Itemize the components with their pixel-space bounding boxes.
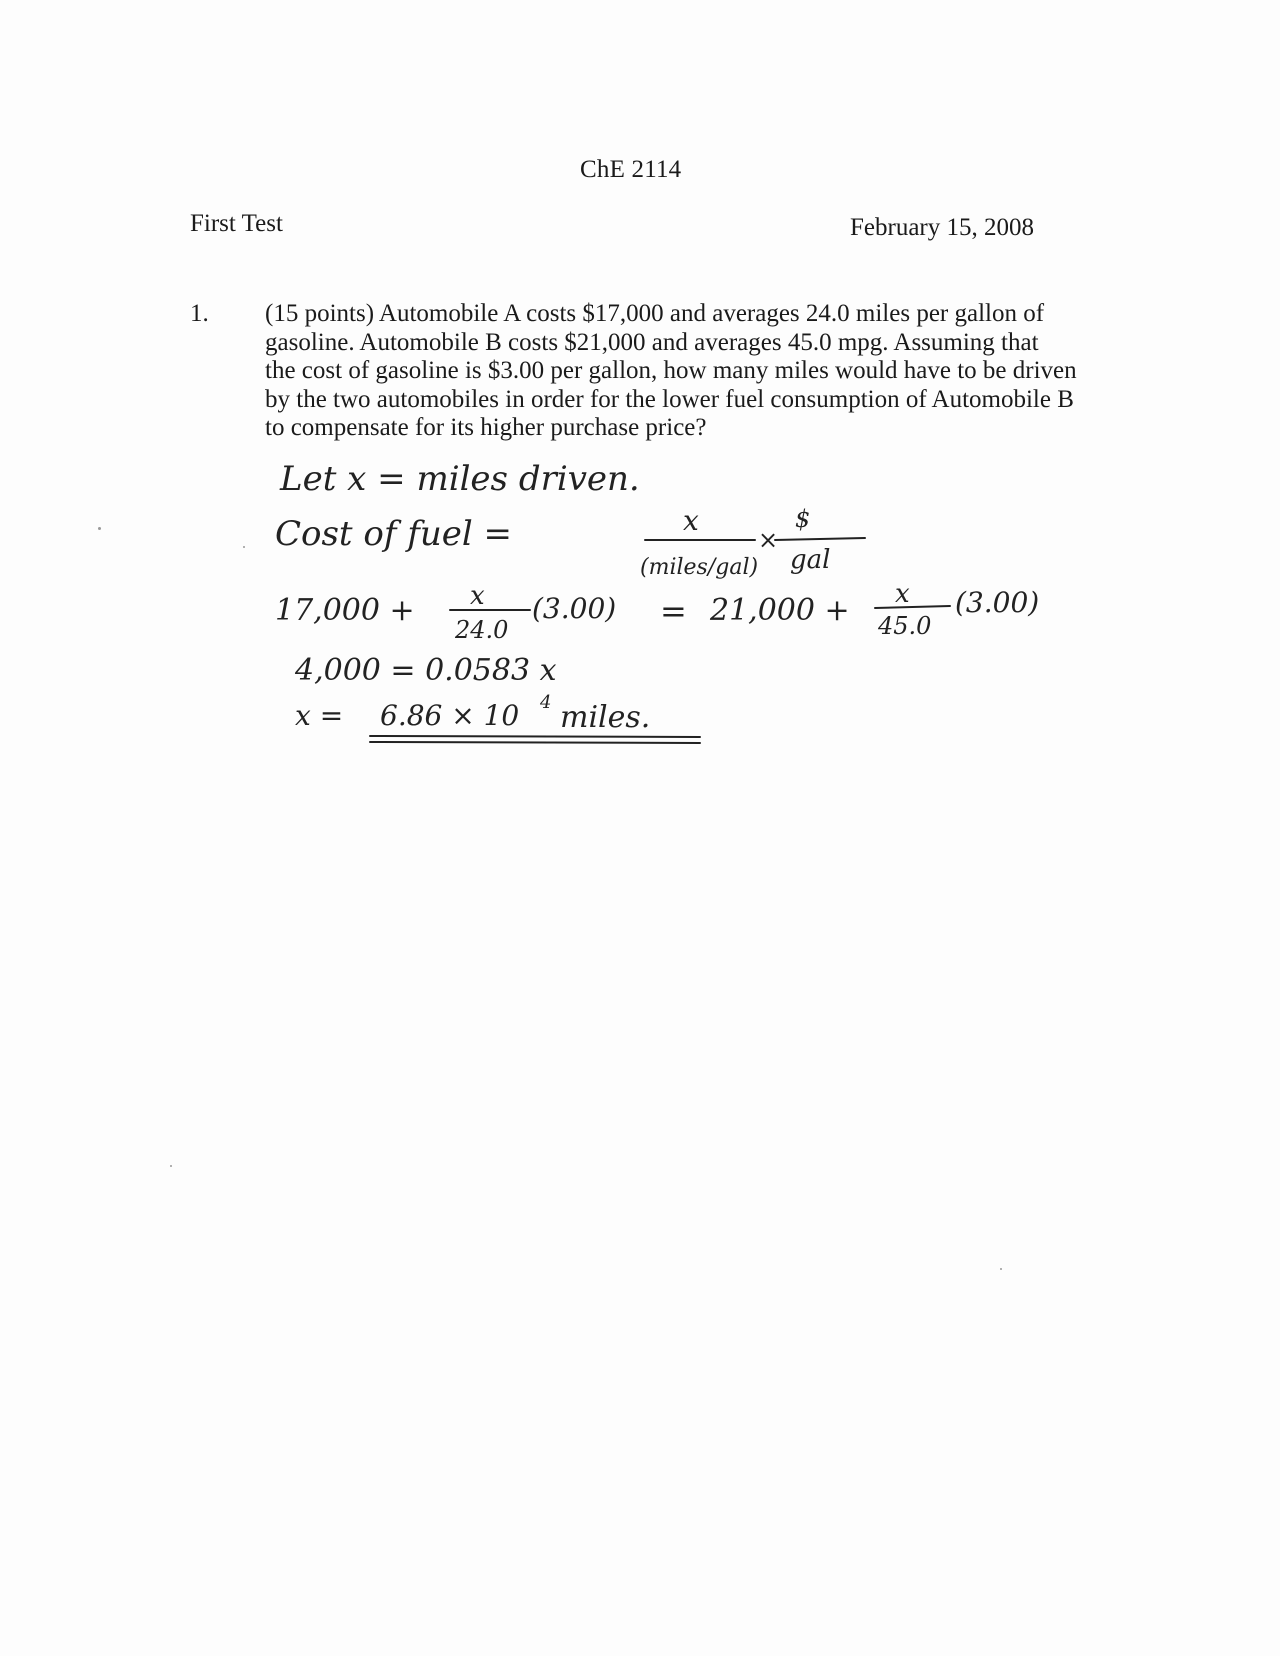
eq-left-denominator: 24.0: [455, 616, 509, 644]
scan-speck: [1000, 1268, 1002, 1270]
handwritten-solution: [0, 0, 1280, 780]
answer-value: 6.86 × 10: [380, 699, 520, 732]
solution-step: 4,000 = 0.0583 x: [295, 653, 557, 688]
eq-right-denominator: 45.0: [878, 612, 932, 640]
eq-right-bar: [875, 606, 950, 608]
solution-definition: Let x = miles driven.: [280, 459, 640, 499]
answer-prefix: x =: [295, 699, 344, 732]
test-title: First Test: [190, 210, 283, 237]
frac2-denominator: gal: [790, 545, 831, 575]
frac1-numerator: x: [683, 504, 699, 537]
problem-line: gasoline. Automobile B costs $21,000 and averages 45.0 mpg. Assuming that: [265, 328, 1039, 356]
answer-exponent: 4: [540, 692, 552, 713]
test-date: February 15, 2008: [850, 214, 1034, 241]
frac2-bar: [775, 538, 865, 540]
frac1-denominator: (miles/gal): [640, 555, 759, 580]
scan-speck: [170, 1165, 172, 1167]
scan-speck: [98, 527, 101, 530]
eq-left-numerator: x: [470, 581, 485, 611]
eq-left-constant: 17,000 +: [275, 593, 415, 628]
answer-unit: miles.: [560, 700, 651, 735]
eq-right-constant: 21,000 +: [710, 593, 850, 628]
course-code: ChE 2114: [580, 156, 682, 183]
problem-line: the cost of gasoline is $3.00 per gallon, how many miles would have to be driven: [265, 357, 1077, 384]
problem-line: to compensate for its higher purchase price?: [265, 414, 707, 441]
problem-number: 1.: [190, 300, 209, 327]
answer-underline-1: [370, 736, 700, 737]
eq-right-numerator: x: [895, 579, 910, 609]
answer-underline-2: [370, 742, 700, 743]
eq-left-price: (3.00): [532, 592, 617, 625]
scan-speck: [243, 546, 245, 548]
problem-line: (15 points) Automobile A costs $17,000 and averages 24.0 miles per gallon of: [265, 300, 1045, 327]
eq-right-price: (3.00): [955, 586, 1040, 619]
cost-label: Cost of fuel =: [275, 514, 513, 554]
problem-line: by the two automobiles in order for the lower fuel consumption of Automobile B: [265, 385, 1074, 413]
frac2-numerator: $: [795, 505, 811, 533]
equals-sign: =: [660, 592, 687, 630]
times-sign: ×: [758, 526, 779, 554]
